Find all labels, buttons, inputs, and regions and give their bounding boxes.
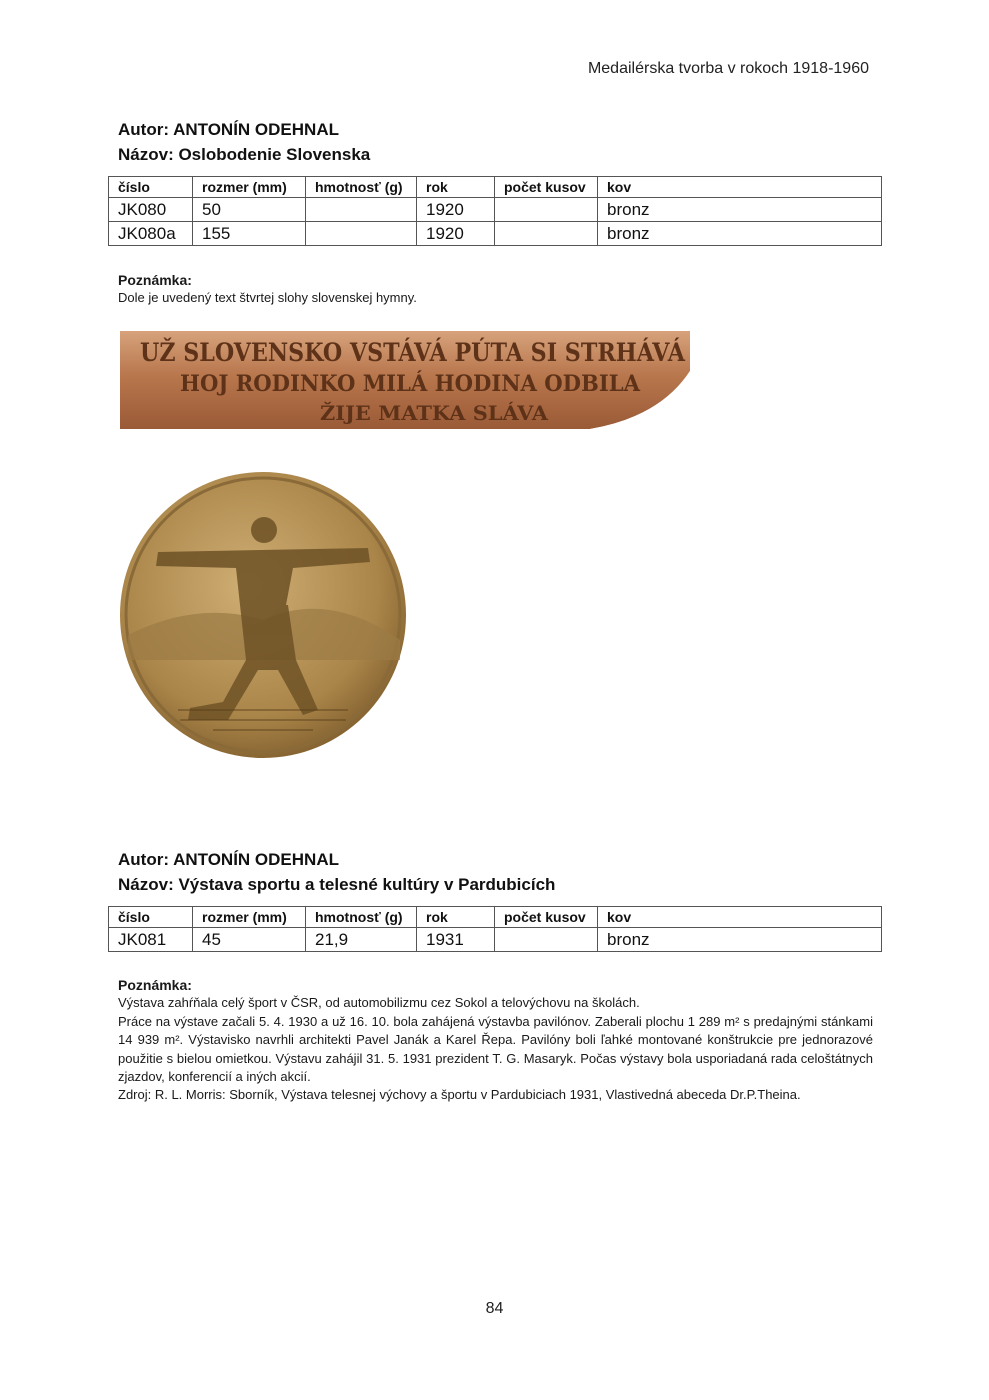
table-cell: 21,9 — [306, 928, 417, 952]
inscription-line-3: ŽIJE MATKA SLÁVA — [320, 401, 549, 425]
table-cell: 1920 — [417, 198, 495, 222]
col-header: hmotnosť (g) — [306, 907, 417, 928]
note-label: Poznámka: — [118, 272, 192, 288]
table-cell — [306, 198, 417, 222]
page-number: 84 — [485, 1300, 504, 1317]
inscription-image — [120, 331, 690, 429]
col-header: rok — [417, 907, 495, 928]
running-header: Medailérska tvorba v rokoch 1918-1960 — [587, 60, 869, 77]
table-cell: 50 — [193, 198, 306, 222]
medal-photo — [118, 470, 408, 760]
col-header: kov — [598, 907, 882, 928]
note-paragraph: Výstava zahŕňala celý šport v ČSR, od automobilizmu cez Sokol a telovýchovu na školách. — [118, 995, 640, 1011]
col-header: rok — [417, 177, 495, 198]
table-cell: bronz — [598, 928, 882, 952]
table-cell: 1931 — [417, 928, 495, 952]
inscription-photo — [120, 331, 690, 429]
col-header: počet kusov — [495, 907, 598, 928]
table-cell — [495, 198, 598, 222]
table-row — [109, 928, 882, 952]
col-header: číslo — [109, 907, 193, 928]
table-cell: bronz — [598, 198, 882, 222]
entry-2-note — [118, 976, 873, 1105]
note-paragraph: Práce na výstave začali 5. 4. 1930 a už 16. 10. bola zahájená výstavba pavilónov. Zaberali plochu 1 289 m² s predajnými stánkami 14 939 m². Výstavisko navrhli architekti Pavel Janák a Karel Řepa. Pavilóny boli ľahké montované konštrukcie pre jednorazové použitie s bielou omietkou. Výstavu zahájil 31. 5. 1931 prezident T. G. Masaryk. Počas výstavy bola usporiadaná rada celoštátnych zjazdov, konferencií a iných akcií. — [118, 1013, 873, 1085]
col-header: číslo — [109, 177, 193, 198]
note-paragraph: Dole je uvedený text štvrtej slohy slovenskej hymny. — [118, 290, 417, 306]
table-cell: JK081 — [109, 928, 193, 952]
entry-1-note — [118, 271, 873, 308]
table-row — [109, 198, 882, 222]
table-cell: JK080a — [109, 222, 193, 246]
table-cell: 1920 — [417, 222, 495, 246]
table-cell — [495, 222, 598, 246]
medal-image — [118, 470, 408, 760]
table-cell — [306, 222, 417, 246]
table-cell: 155 — [193, 222, 306, 246]
inscription-line-2: HOJ RODINKO MILÁ HODINA ODBILA — [180, 371, 659, 397]
note-source: Zdroj: R. L. Morris: Sborník, Výstava telesnej výchovy a športu v Pardubiciach 1931, Vlastivedná abeceda Dr.P.Theina. — [118, 1087, 801, 1103]
table-cell: bronz — [598, 222, 882, 246]
col-header: hmotnosť (g) — [306, 177, 417, 198]
table-header-row — [109, 907, 882, 928]
table-row — [109, 222, 882, 246]
entry-1-table — [108, 176, 882, 246]
author-line: Autor: ANTONÍN ODEHNAL — [118, 120, 339, 139]
table-cell: 45 — [193, 928, 306, 952]
col-header: kov — [598, 177, 882, 198]
medal-name-line: Názov: Výstava sportu a telesné kultúry v Pardubicích — [118, 875, 556, 894]
author-line: Autor: ANTONÍN ODEHNAL — [118, 850, 339, 869]
col-header: počet kusov — [495, 177, 598, 198]
table-header-row — [109, 177, 882, 198]
entry-1-title — [118, 117, 878, 167]
inscription-line-1: UŽ SLOVENSKO VSTÁVÁ PÚTA SI STRHÁVÁ — [140, 338, 686, 367]
entry-2-title — [118, 847, 878, 897]
col-header: rozmer (mm) — [193, 177, 306, 198]
table-cell: JK080 — [109, 198, 193, 222]
medal-name-line: Názov: Oslobodenie Slovenska — [118, 145, 371, 164]
table-cell — [495, 928, 598, 952]
entry-2-table — [108, 906, 882, 952]
col-header: rozmer (mm) — [193, 907, 306, 928]
note-label: Poznámka: — [118, 977, 192, 993]
